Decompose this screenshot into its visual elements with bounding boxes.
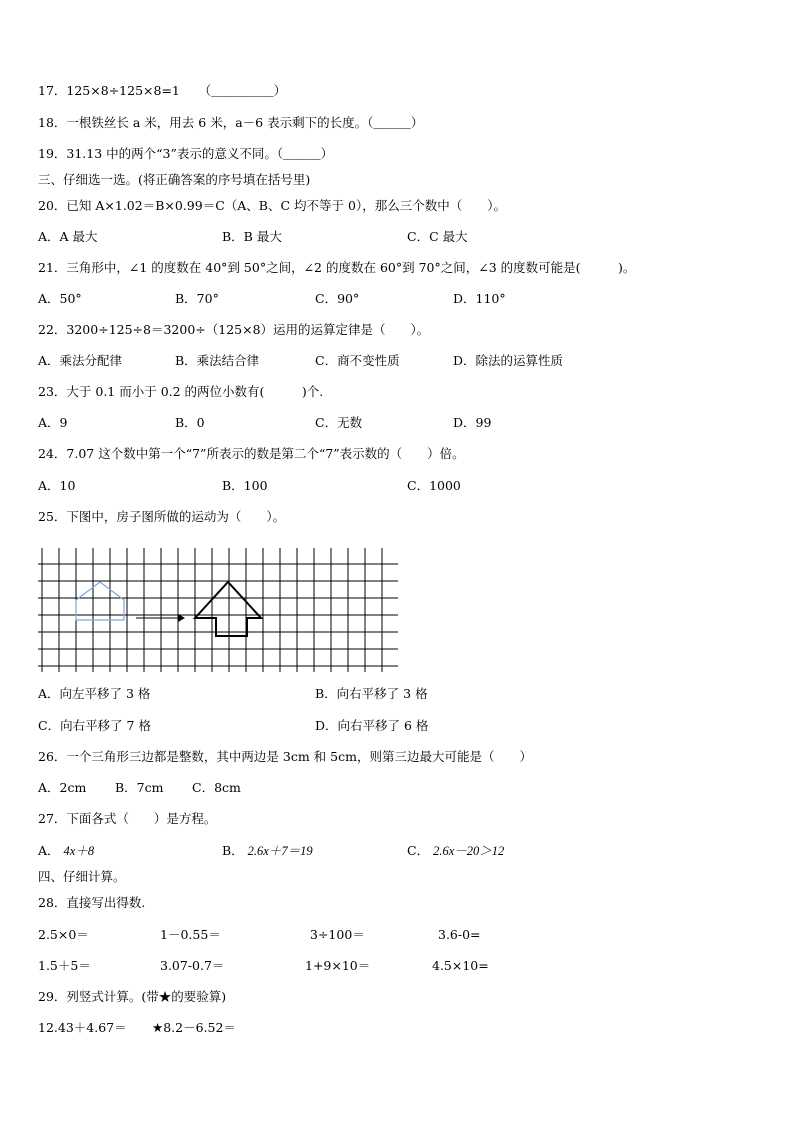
q24-option-b: B．100 [222,478,268,493]
q27-option-a-expression: 4x＋8 [63,844,95,858]
section-3-heading: 三、仔细选一选。(将正确答案的序号填在括号里) [38,172,311,187]
q28-row2-item1: 1.5＋5＝ [38,958,91,973]
q28-row2-item2: 3.07-0.7＝ [160,958,225,973]
q23-option-b: B．0 [175,415,205,430]
question-28: 28．直接写出得数. [38,895,146,910]
q27-option-a [38,843,94,859]
house-translation-grid-figure [38,548,398,672]
q28-row1-item1: 2.5×0＝ [38,927,89,942]
q20-option-a: A．A 最大 [38,229,98,244]
section-4-heading: 四、仔细计算。 [38,869,126,884]
question-27: 27．下面各式（ ）是方程。 [38,811,217,826]
q21-option-d: D．110° [453,291,506,306]
q23-option-a: A．9 [38,415,68,430]
q23-option-c: C．无数 [315,415,363,430]
q22-option-c: C．商不变性质 [315,353,400,368]
q26-option-b: B．7cm [115,780,164,795]
q29-item1: 12.43＋4.67＝ [38,1020,127,1035]
question-20: 20．已知 A×1.02＝B×0.99＝C（A、B、C 均不等于 0），那么三个数中（ ）。 [38,198,506,213]
q28-row2-item3: 1+9×10＝ [305,958,371,973]
moved-house-outline [195,582,261,636]
q23-option-d: D．99 [453,415,492,430]
q29-item2: ★8.2－6.52＝ [152,1020,236,1035]
question-26: 26．一个三角形三边都是整数，其中两边是 3cm 和 5cm，则第三边最大可能是（ ） [38,749,532,764]
q28-row1-item4: 3.6-0= [438,927,481,942]
grid-lines [38,548,398,672]
original-house-outline [76,582,124,620]
q27-option-b-label: B． [222,843,244,858]
q22-option-d: D．除法的运算性质 [453,353,564,368]
q24-option-c: C．1000 [407,478,461,493]
question-29: 29．列竖式计算。(带★的要验算) [38,989,227,1004]
question-25: 25．下图中，房子图所做的运动为（ ）。 [38,509,286,524]
q27-option-c-expression: 2.6x－20＞12 [433,844,505,858]
q22-option-b: B．乘法结合律 [175,353,260,368]
question-21: 21．三角形中，∠1 的度数在 40°到 50°之间，∠2 的度数在 60°到 70°之间，∠3 的度数可能是( )。 [38,260,636,275]
q20-option-b: B．B 最大 [222,229,282,244]
question-17: 17．125×8÷125×8=1 （＿＿＿＿＿） [38,83,287,98]
q21-option-a: A．50° [38,291,82,306]
question-18: 18．一根铁丝长 a 米，用去 6 米，a－6 表示剩下的长度。（＿＿＿） [38,115,424,130]
q24-option-a: A．10 [38,478,76,493]
question-22: 22．3200÷125÷8＝3200÷（125×8）运用的运算定律是（ ）。 [38,322,430,337]
q25-option-a: A．向左平移了 3 格 [38,686,151,701]
q27-option-b-expression: 2.6x＋7＝19 [247,844,313,858]
grid-figure-svg [38,548,398,672]
q27-option-c-label: C． [407,843,430,858]
q25-option-b: B．向右平移了 3 格 [315,686,428,701]
q20-option-c: C．C 最大 [407,229,468,244]
question-24: 24．7.07 这个数中第一个“7”所表示的数是第二个“7”表示数的（ ）倍。 [38,446,465,461]
q21-option-c: C．90° [315,291,360,306]
q27-option-b [222,843,313,859]
q25-option-d: D．向右平移了 6 格 [315,718,429,733]
q21-option-b: B．70° [175,291,219,306]
q26-option-c: C．8cm [192,780,241,795]
q28-row1-item2: 1－0.55＝ [160,927,221,942]
question-19: 19．31.13 中的两个“3”表示的意义不同。（＿＿＿） [38,146,334,161]
q25-option-c: C．向右平移了 7 格 [38,718,151,733]
question-23: 23．大于 0.1 而小于 0.2 的两位小数有( )个. [38,384,324,399]
q26-option-a: A．2cm [38,780,87,795]
q27-option-c [407,843,504,859]
q22-option-a: A．乘法分配律 [38,353,123,368]
q28-row2-item4: 4.5×10= [432,958,489,973]
q28-row1-item3: 3÷100＝ [310,927,365,942]
q27-option-a-label: A． [38,843,60,858]
